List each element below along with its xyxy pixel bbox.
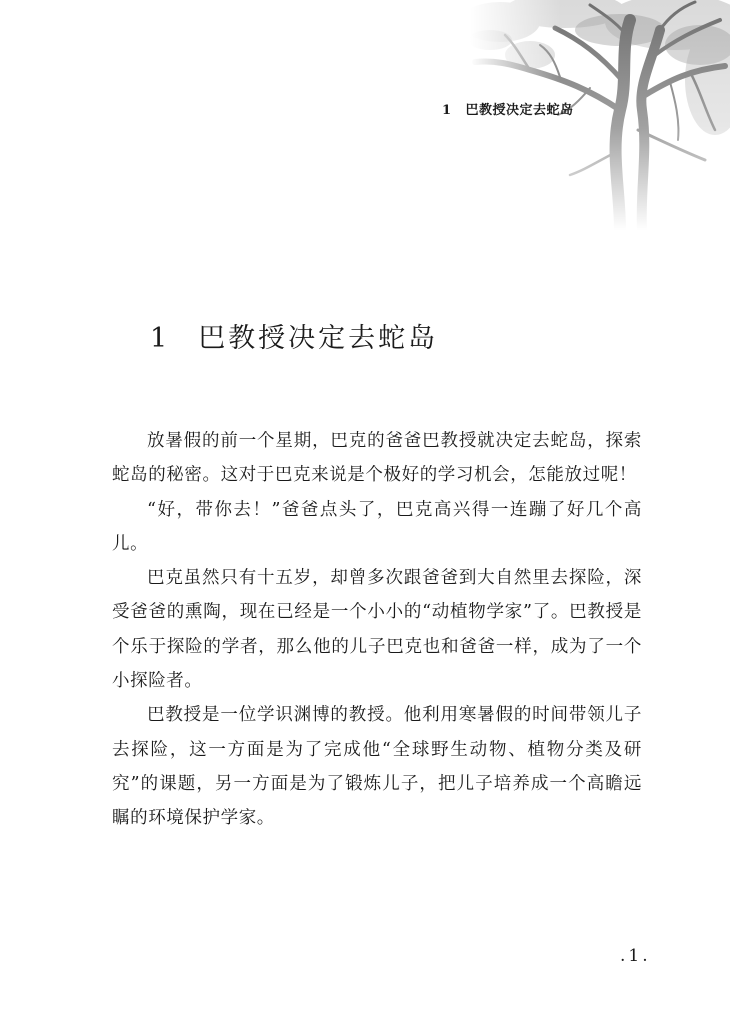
chapter-number: 1 [150, 323, 171, 354]
running-header-chapter-title: 巴教授决定去蛇岛 [465, 103, 574, 118]
running-header [442, 99, 574, 118]
paragraph: 巴教授是一位学识渊博的教授。他利用寒暑假的时间带领儿子去探险，这一方面是为了完成他“全球野生动物、植物分类及研究”的课题，另一方面是为了锻炼儿子，把儿子培养成一个高瞻远瞩的环境保护学家。 [112, 705, 642, 829]
page-number: .1. [620, 946, 651, 966]
paragraph: 巴克虽然只有十五岁，却曾多次跟爸爸到大自然里去探险，深受爸爸的熏陶，现在已经是一个小小的“动植物学家”了。巴教授是个乐于探险的学者，那么他的儿子巴克也和爸爸一样，成为了一个小探险者。 [112, 568, 642, 692]
chapter-heading [150, 316, 438, 355]
paragraph: “好，带你去！”爸爸点头了，巴克高兴得一连蹦了好几个高儿。 [112, 499, 642, 554]
chapter-title: 巴教授决定去蛇岛 [198, 323, 439, 354]
chapter-body [112, 424, 642, 836]
paragraph: 放暑假的前一个星期，巴克的爸爸巴教授就决定去蛇岛，探索蛇岛的秘密。这对于巴克来说是个极好的学习机会，怎能放过呢！ [112, 431, 642, 486]
running-header-chapter-number: 1 [442, 103, 452, 118]
